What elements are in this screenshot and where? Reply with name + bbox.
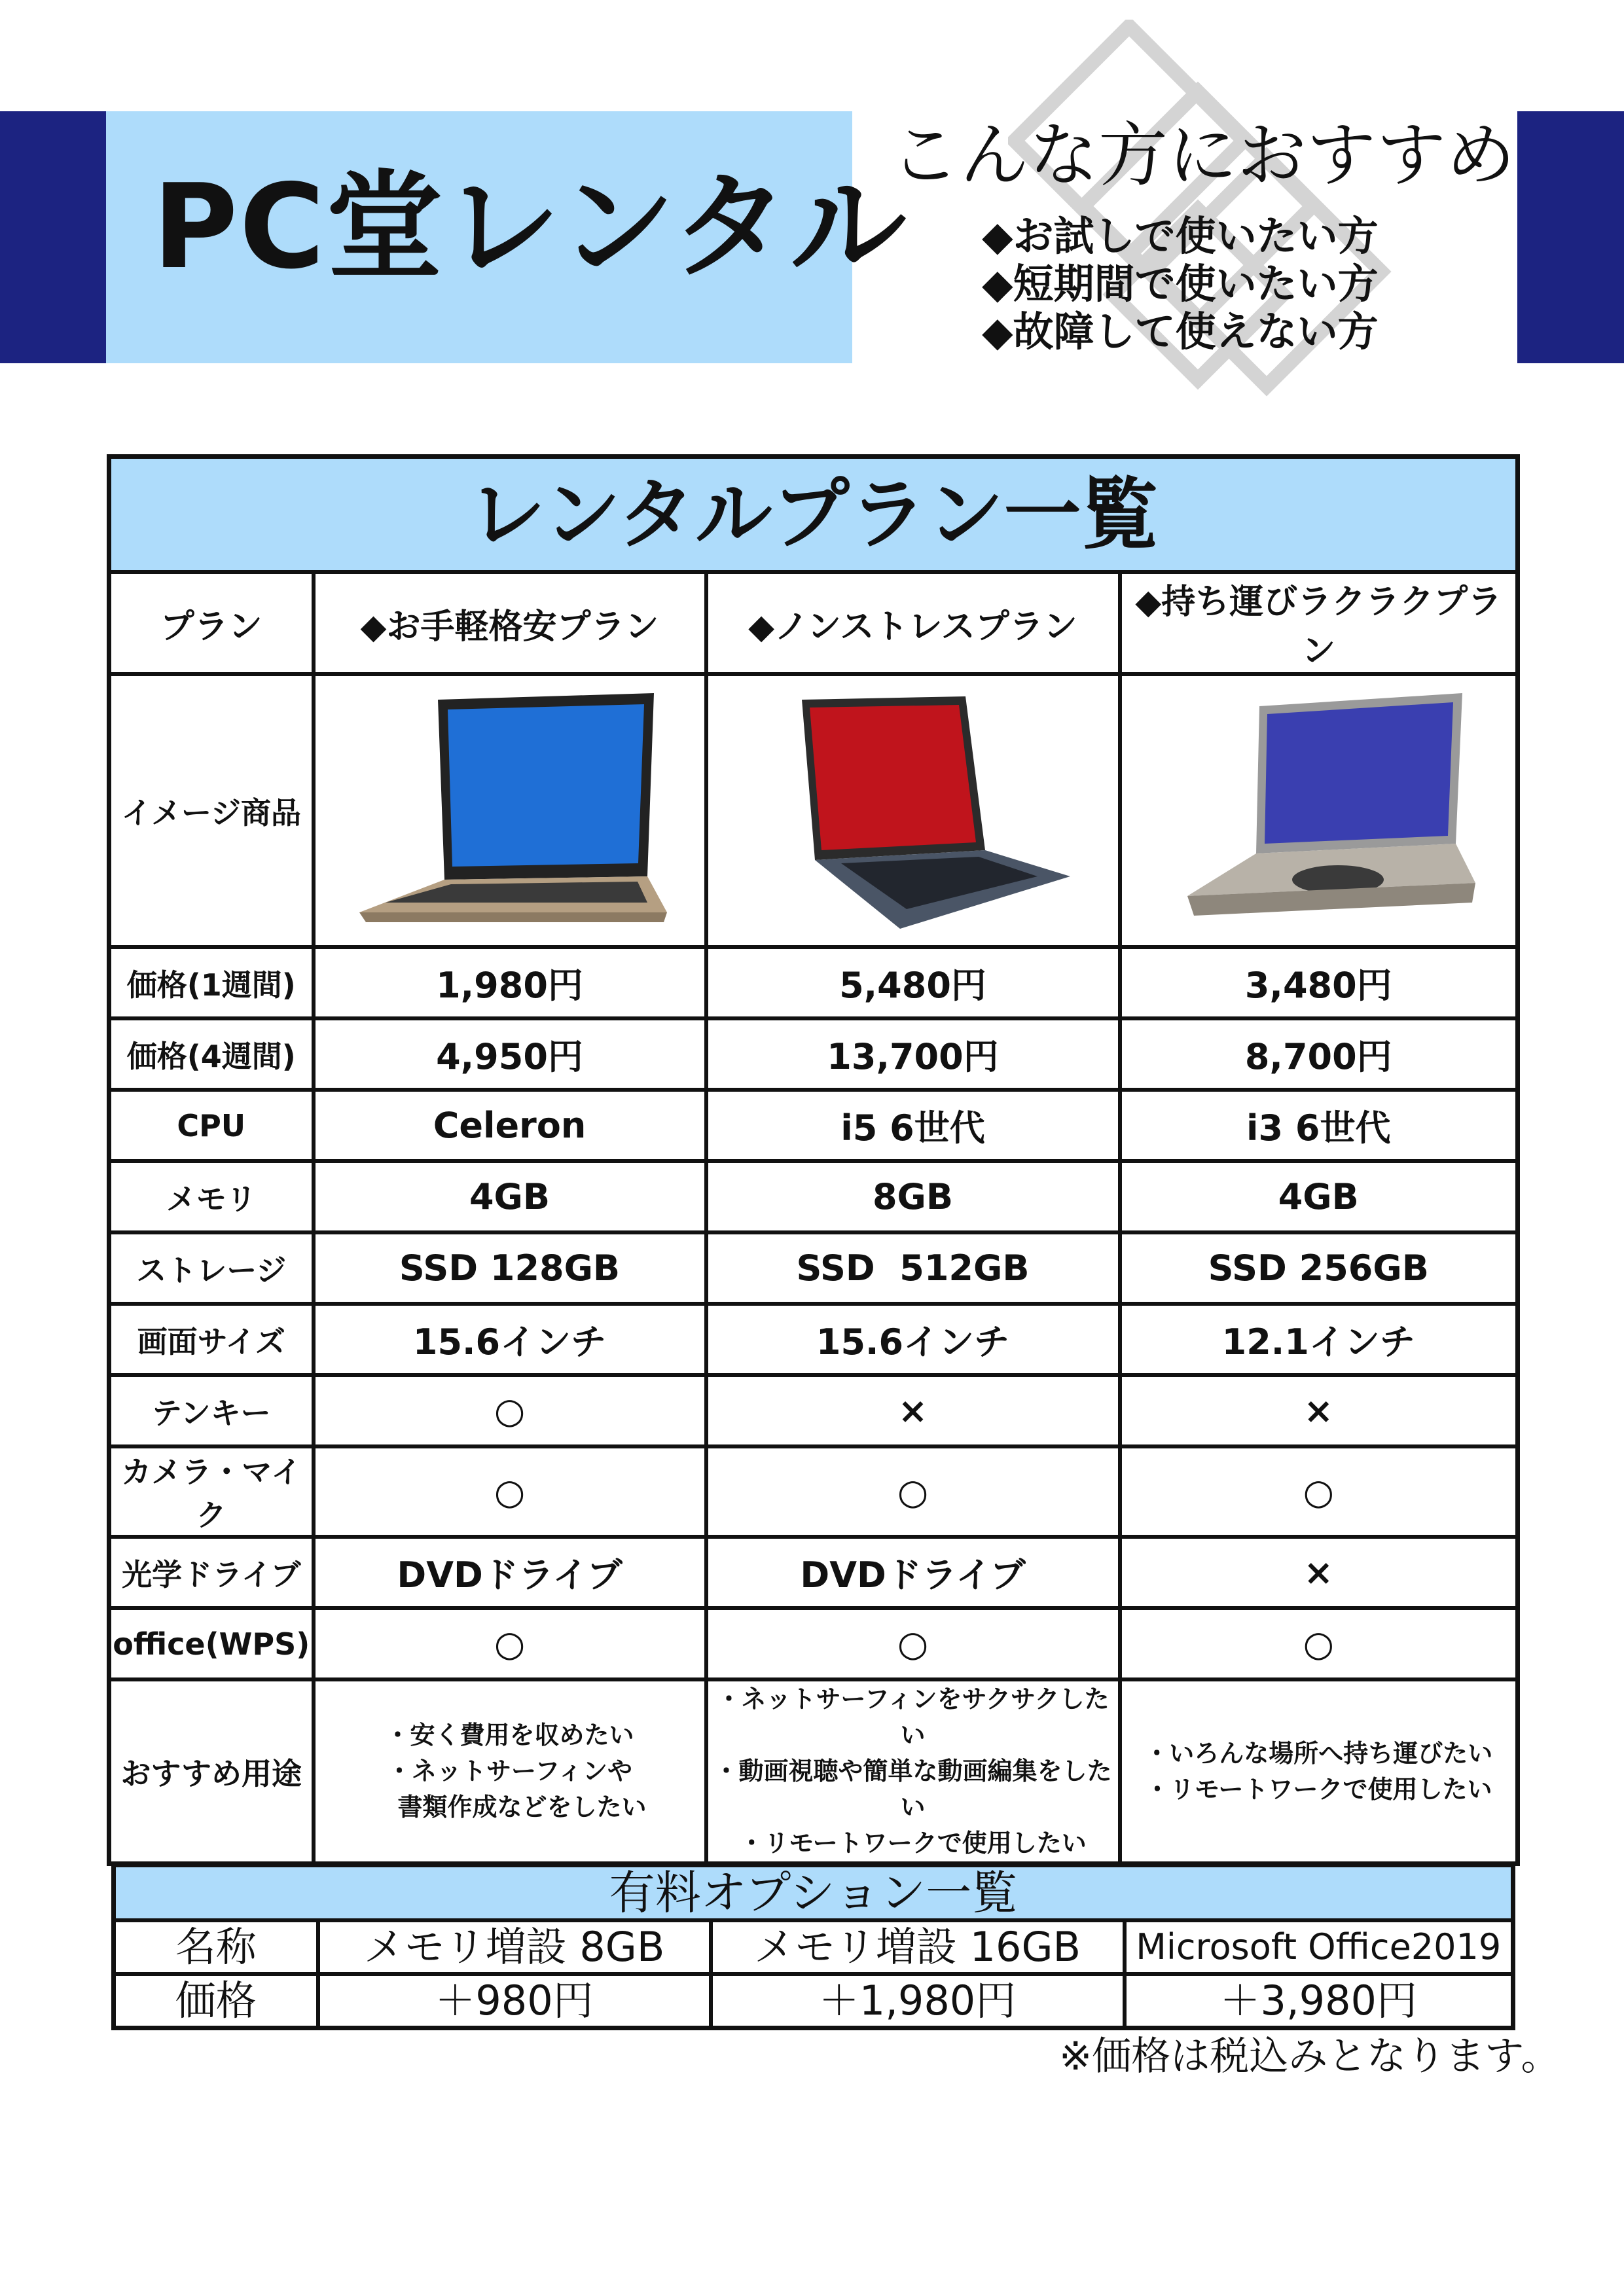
right-navy-band xyxy=(1517,111,1624,363)
screen-size-budget: 15.6インチ xyxy=(314,1304,706,1375)
row-label-cpu: CPU xyxy=(109,1090,314,1161)
row-label-office: office(WPS) xyxy=(109,1608,314,1679)
usage-portable xyxy=(1120,1679,1518,1864)
laptop-screen xyxy=(810,705,976,850)
recommend-item-short-term: ◆短期間で使いたい方 xyxy=(982,260,1379,308)
usage-line: ・いろんな場所へ持ち運びたい xyxy=(1144,1738,1493,1768)
cpu-budget: Celeron xyxy=(314,1090,706,1161)
usage-line: ・ネットサーフィンをサクサクしたい xyxy=(716,1685,1110,1750)
price-4weeks-budget: 4,950円 xyxy=(314,1018,706,1090)
screen-size-portable: 12.1インチ xyxy=(1120,1304,1518,1375)
price-4weeks-portable: 8,700円 xyxy=(1120,1018,1518,1090)
option-name-office2019: Microsoft Office2019 xyxy=(1125,1920,1513,1974)
optical-drive-nonstress: DVDドライブ xyxy=(706,1537,1120,1608)
usage-line: ・リモートワークで使用したい xyxy=(1145,1774,1492,1804)
row-label-memory: メモリ xyxy=(109,1161,314,1232)
option-name-memory-8gb: メモリ増設 8GB xyxy=(318,1920,711,1974)
camera-mic-portable: ○ xyxy=(1120,1446,1518,1537)
plan-header-budget: ◆お手軽格安プラン xyxy=(314,572,706,674)
storage-portable: SSD 256GB xyxy=(1120,1232,1518,1304)
office-budget: ○ xyxy=(314,1608,706,1679)
recommend-item-broken: ◆故障して使えない方 xyxy=(982,308,1379,355)
memory-budget: 4GB xyxy=(314,1161,706,1232)
plan-table-caption: レンタルプラン一覧 xyxy=(109,457,1518,573)
option-name-memory-16gb: メモリ増設 16GB xyxy=(711,1920,1125,1974)
camera-mic-budget: ○ xyxy=(314,1446,706,1537)
option-price-memory-8gb: ＋980円 xyxy=(318,1974,711,2028)
optical-drive-portable: × xyxy=(1120,1537,1518,1608)
usage-line: ・ネットサーフィンや xyxy=(386,1757,633,1786)
office-portable: ○ xyxy=(1120,1608,1518,1679)
rental-plan-table xyxy=(107,454,1520,1866)
options-price-label: 価格 xyxy=(114,1974,318,2028)
portable-laptop-image xyxy=(1120,674,1518,947)
nonstress-laptop-image xyxy=(706,674,1120,947)
plan-header-label: プラン xyxy=(109,572,314,674)
row-label-price-4weeks: 価格(4週間) xyxy=(109,1018,314,1090)
storage-nonstress: SSD 512GB xyxy=(706,1232,1120,1304)
image-row-label: イメージ商品 xyxy=(109,674,314,947)
cpu-portable: i3 6世代 xyxy=(1120,1090,1518,1161)
usage-nonstress xyxy=(706,1679,1120,1864)
row-label-price-1week: 価格(1週間) xyxy=(109,947,314,1018)
page-title: PC堂レンタル xyxy=(153,159,908,295)
plan-header-portable: ◆持ち運びラクラクプラン xyxy=(1120,572,1518,674)
usage-line: ・リモートワークで使用したい xyxy=(739,1829,1087,1858)
paid-options-table xyxy=(111,1863,1515,2030)
usage-budget xyxy=(314,1679,706,1864)
row-label-storage: ストレージ xyxy=(109,1232,314,1304)
options-name-label: 名称 xyxy=(114,1920,318,1974)
memory-nonstress: 8GB xyxy=(706,1161,1120,1232)
recommend-item-trial: ◆お試しで使いたい方 xyxy=(982,212,1379,260)
usage-line: 書類作成などをしたい xyxy=(372,1793,647,1822)
budget-laptop-image xyxy=(314,674,706,947)
recommend-title: こんな方におすすめ xyxy=(890,115,1516,196)
tenkey-budget: ○ xyxy=(314,1375,706,1446)
camera-mic-nonstress: ○ xyxy=(706,1446,1120,1537)
price-1week-nonstress: 5,480円 xyxy=(706,947,1120,1018)
laptop-screen xyxy=(1265,702,1453,844)
office-nonstress: ○ xyxy=(706,1608,1120,1679)
row-label-tenkey: テンキー xyxy=(109,1375,314,1446)
usage-line: ・動画視聴や簡単な動画編集をしたい xyxy=(713,1757,1112,1822)
memory-portable: 4GB xyxy=(1120,1161,1518,1232)
row-label-screen-size: 画面サイズ xyxy=(109,1304,314,1375)
option-price-office2019: ＋3,980円 xyxy=(1125,1974,1513,2028)
tax-note: ※価格は税込みとなります。 xyxy=(1059,2034,1561,2079)
plan-header-nonstress: ◆ノンストレスプラン xyxy=(706,572,1120,674)
storage-budget: SSD 128GB xyxy=(314,1232,706,1304)
cpu-nonstress: i5 6世代 xyxy=(706,1090,1120,1161)
optical-drive-budget: DVDドライブ xyxy=(314,1537,706,1608)
price-1week-portable: 3,480円 xyxy=(1120,947,1518,1018)
row-label-optical-drive: 光学ドライブ xyxy=(109,1537,314,1608)
row-label-usage: おすすめ用途 xyxy=(109,1679,314,1864)
usage-line: ・安く費用を収めたい xyxy=(385,1721,634,1750)
price-4weeks-nonstress: 13,700円 xyxy=(706,1018,1120,1090)
left-navy-band xyxy=(0,111,106,363)
price-1week-budget: 1,980円 xyxy=(314,947,706,1018)
row-label-camera-mic: カメラ・マイク xyxy=(109,1446,314,1537)
screen-size-nonstress: 15.6インチ xyxy=(706,1304,1120,1375)
tenkey-portable: × xyxy=(1120,1375,1518,1446)
tenkey-nonstress: × xyxy=(706,1375,1120,1446)
options-table-title: 有料オプション一覧 xyxy=(114,1865,1513,1921)
option-price-memory-16gb: ＋1,980円 xyxy=(711,1974,1125,2028)
laptop-screen xyxy=(448,704,644,867)
